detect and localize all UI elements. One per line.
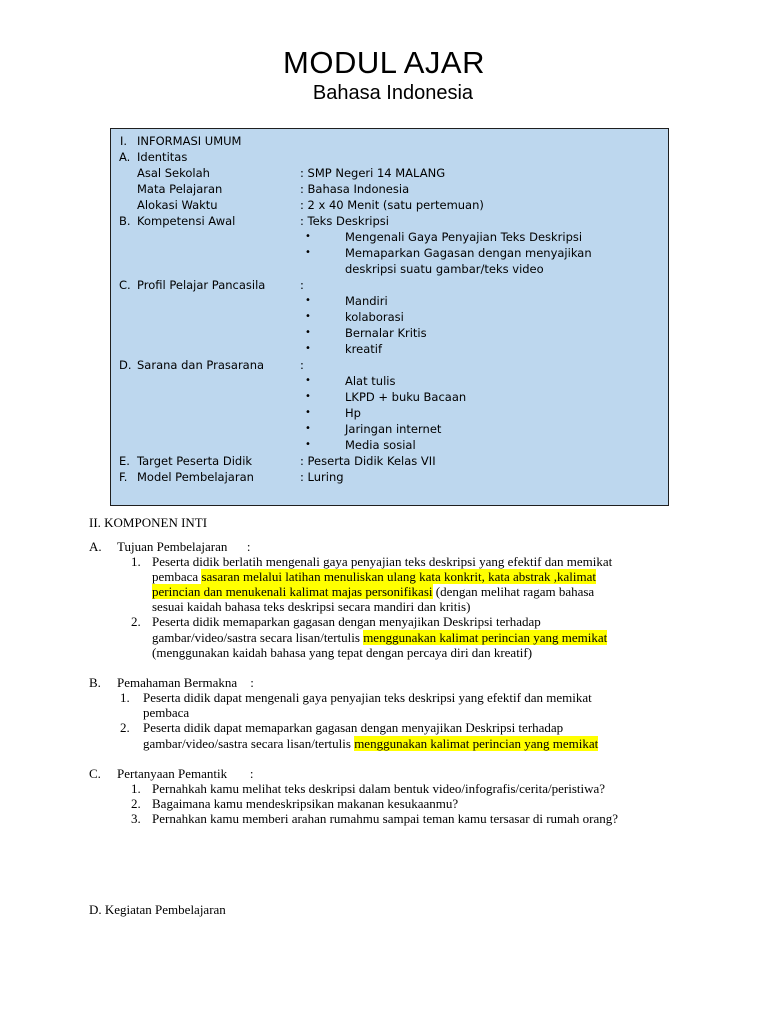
asal-sekolah-label: Asal Sekolah	[137, 166, 210, 180]
section-title: INFORMASI UMUM	[137, 134, 242, 148]
asal-sekolah-value: : SMP Negeri 14 MALANG	[300, 166, 446, 180]
bullet-icon: •	[305, 231, 311, 242]
highlighted-text: sasaran melalui latihan menuliskan ulang kata konkrit, kata abstrak ,kalimat	[201, 569, 597, 584]
item-c-number: C.	[119, 278, 131, 292]
page-subtitle: Bahasa Indonesia	[312, 82, 474, 104]
list-item: Memaparkan Gagasan dengan menyajikan	[345, 246, 592, 260]
section-number: I.	[120, 134, 128, 148]
list-number: 1.	[131, 554, 141, 569]
bullet-icon: •	[305, 375, 311, 386]
subsection-b-label: B.	[89, 675, 101, 690]
paragraph-line: Peserta didik memaparkan gagasan dengan menyajikan Deskripsi terhadap	[152, 614, 541, 629]
paragraph-line: sesuai kaidah bahasa teks deskripsi secara mandiri dan kritis)	[152, 599, 471, 614]
subsection-c-title: Pertanyaan Pemantik :	[117, 766, 254, 781]
list-item: kolaborasi	[345, 310, 404, 324]
subsection-a-label: A.	[89, 539, 102, 554]
bullet-icon: •	[305, 343, 311, 354]
item-a-number: A.	[119, 150, 131, 164]
paragraph-line	[152, 630, 607, 645]
bullet-icon: •	[305, 423, 311, 434]
bullet-icon: •	[305, 247, 311, 258]
item-b-value: : Teks Deskripsi	[300, 214, 389, 228]
list-number: 1.	[131, 781, 141, 796]
question-item: Pernahkah kamu melihat teks deskripsi dalam bentuk video/infografis/cerita/peristiwa?	[152, 781, 606, 796]
list-item: Hp	[345, 406, 361, 420]
plain-text: pembaca	[152, 569, 202, 584]
list-item: Alat tulis	[345, 374, 396, 388]
item-d-value: :	[300, 358, 304, 372]
list-item: deskripsi suatu gambar/teks video	[345, 262, 544, 276]
item-a-title: Identitas	[137, 150, 188, 164]
list-number: 2.	[131, 796, 141, 811]
subsection-a-title: Tujuan Pembelajaran :	[117, 539, 251, 554]
plain-text: (dengan melihat ragam bahasa	[432, 584, 595, 599]
highlighted-text: menggunakan kalimat perincian yang memikat	[363, 630, 608, 645]
bullet-icon: •	[305, 311, 311, 322]
list-number: 2.	[120, 720, 130, 735]
bullet-icon: •	[305, 439, 311, 450]
list-item: LKPD + buku Bacaan	[345, 390, 467, 404]
question-item: Pernahkan kamu memberi arahan rumahmu sampai teman kamu tersasar di rumah orang?	[152, 811, 619, 826]
paragraph-line: Peserta didik dapat mengenali gaya penyajian teks deskripsi yang efektif dan memikat	[143, 690, 592, 705]
item-d-number: D.	[119, 358, 132, 372]
item-c-value: :	[300, 278, 304, 292]
paragraph-line: pembaca	[143, 705, 190, 720]
alokasi-waktu-value: : 2 x 40 Menit (satu pertemuan)	[300, 198, 484, 212]
paragraph-line	[152, 584, 594, 599]
subsection-b-title: Pemahaman Bermakna :	[117, 675, 254, 690]
item-b-title: Kompetensi Awal	[137, 214, 236, 228]
list-item: Bernalar Kritis	[345, 326, 427, 340]
bullet-icon: •	[305, 407, 311, 418]
bullet-icon: •	[305, 295, 311, 306]
info-box	[110, 128, 669, 506]
subsection-d-heading: D. Kegiatan Pembelajaran	[89, 902, 226, 917]
item-f-title: Model Pembelajaran	[137, 470, 254, 484]
highlighted-text: menggunakan kalimat perincian yang memikat	[354, 736, 599, 751]
paragraph-line	[152, 569, 596, 584]
list-item: kreatif	[345, 342, 383, 356]
mata-pelajaran-label: Mata Pelajaran	[137, 182, 223, 196]
item-b-number: B.	[119, 214, 131, 228]
item-f-value: : Luring	[300, 470, 344, 484]
question-item: Bagaimana kamu mendeskripsikan makanan kesukaanmu?	[152, 796, 459, 811]
paragraph-line: Peserta didik berlatih mengenali gaya penyajian teks deskripsi yang efektif dan memikat	[152, 554, 613, 569]
item-e-value: : Peserta Didik Kelas VII	[300, 454, 436, 468]
bullet-icon: •	[305, 391, 311, 402]
list-item: Media sosial	[345, 438, 416, 452]
paragraph-line: Peserta didik dapat memaparkan gagasan dengan menyajikan Deskripsi terhadap	[143, 720, 564, 735]
subsection-c-label: C.	[89, 766, 101, 781]
item-f-number: F.	[119, 470, 128, 484]
item-c-title: Profil Pelajar Pancasila	[137, 278, 266, 292]
list-number: 1.	[120, 690, 130, 705]
highlighted-text: perincian dan menukenali kalimat majas personifikasi	[152, 584, 433, 599]
list-number: 3.	[131, 811, 141, 826]
section-heading: II. KOMPONEN INTI	[89, 515, 208, 530]
bullet-icon: •	[305, 327, 311, 338]
list-item: Mandiri	[345, 294, 388, 308]
item-e-title: Target Peserta Didik	[137, 454, 253, 468]
item-d-title: Sarana dan Prasarana	[137, 358, 265, 372]
mata-pelajaran-value: : Bahasa Indonesia	[300, 182, 410, 196]
paragraph-line: (menggunakan kaidah bahasa yang tepat dengan percaya diri dan kreatif)	[152, 645, 533, 660]
page-title: MODUL AJAR	[283, 45, 485, 80]
item-e-number: E.	[119, 454, 130, 468]
list-item: Mengenali Gaya Penyajian Teks Deskripsi	[345, 230, 583, 244]
list-number: 2.	[131, 614, 141, 629]
plain-text: gambar/video/sastra secara lisan/tertulis	[152, 630, 364, 645]
plain-text: gambar/video/sastra secara lisan/tertulis	[143, 736, 355, 751]
paragraph-line	[143, 736, 598, 751]
alokasi-waktu-label: Alokasi Waktu	[137, 198, 218, 212]
list-item: Jaringan internet	[345, 422, 442, 436]
